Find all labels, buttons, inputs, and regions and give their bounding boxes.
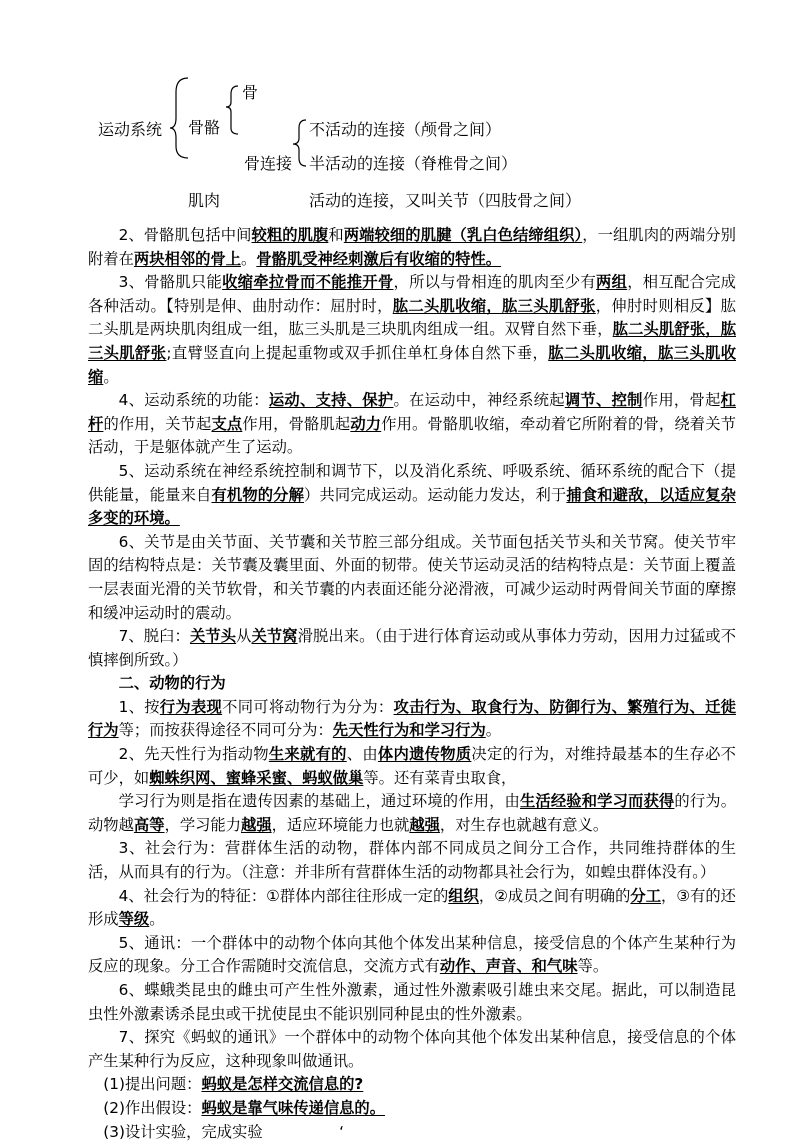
heading-text: 二、动物的行为 (118, 674, 226, 693)
key-term-underline (630, 887, 661, 905)
paragraph (88, 1121, 736, 1144)
skeleton-brace (226, 86, 238, 134)
key-term-underline (520, 792, 674, 810)
text-run: ，适应环境能力也就 (271, 815, 410, 834)
key-term: 肱二头肌舒张，肱三头肌舒张 (88, 320, 736, 362)
key-term: 肱二头肌收缩，肱三头肌收缩 (88, 343, 736, 386)
key-term: 杠杆 (88, 391, 736, 433)
text-run: ，②成员之间有明确的 (478, 886, 631, 905)
text-run: ，学习能力 (164, 815, 242, 834)
key-term: 动作、声音、和气味 (439, 957, 578, 976)
text-run: ，伸肘时则相反】肱二头肌是两块肌肉组成一组，肱三头肌是三块肌肉组成一组。双臂自然下垂， (88, 296, 736, 339)
text-run: 3、骨骼肌只能 (118, 273, 223, 292)
text-run: 不同可将动物行为分为： (222, 697, 394, 716)
key-term-underline (393, 297, 596, 315)
brace-lines (0, 0, 794, 220)
key-term: 两端较细的肌腱（乳白色结缔组织） (343, 226, 583, 244)
text-run: 。 (241, 249, 257, 268)
label-movable-connection: 活动的连接，又叫关节（四肢骨之间） (309, 191, 582, 210)
key-term: 蚂蚁是怎样交流信息的? (201, 1075, 364, 1094)
text-run: 。在运动中，神经系统起 (393, 391, 565, 410)
text-run: (1)提出问题： (103, 1075, 202, 1094)
text-run: ①群体内部往往形成一定的 (266, 886, 449, 905)
text-run: ，所以与骨相连的肌肉至少有 (393, 273, 597, 292)
text-run: 作用，骨骼肌起 (242, 414, 351, 433)
section-heading (88, 672, 736, 696)
key-term: 越强 (409, 815, 440, 834)
text-run: (2)作出假设： (103, 1098, 202, 1117)
key-term-underline (251, 226, 328, 244)
key-term-underline (201, 1075, 363, 1093)
key-term: 动力 (350, 414, 382, 433)
key-term: 蚂蚁是靠气味传递信息的。 (201, 1098, 386, 1117)
text-run: 3、社会行为：营群体生活的动物，群体内部不同成员之间分工合作，共同维持群体的生活，从而具有的行为。（注意：并非所有营群体生活的动物都具社会行为，如蝗虫群体没有。） (88, 839, 736, 882)
key-term: 关节窝 (251, 627, 298, 646)
text-run: 。 (485, 721, 502, 740)
key-term-underline (119, 910, 150, 928)
key-term-underline (378, 745, 471, 763)
paragraph (88, 271, 736, 389)
paragraph (88, 1073, 736, 1097)
label-bone-connection: 骨连接 (244, 154, 293, 173)
text-run: ，对生存也就越有意义。 (439, 815, 609, 834)
key-term-underline (211, 415, 242, 433)
text-run: 等；而按获得途径不同可分为： (118, 721, 333, 740)
text-run: 4、社会行为的特征： (118, 886, 267, 905)
text-run: 5、通讯：一个群体中的动物个体向其他个体发出某种信息，接受信息的个体产生某种行为反应的现象。分工合作需随时交流信息，交流方式有 (88, 933, 736, 976)
label-skeleton: 骨骼 (188, 118, 221, 137)
text-run: 1、按 (118, 697, 160, 716)
key-term-underline (160, 698, 222, 716)
key-term-underline (596, 273, 627, 291)
key-term-underline (269, 391, 394, 409)
paragraph (88, 389, 736, 460)
key-term: 体内遗传物质 (377, 745, 472, 764)
text-run: ，③有的还形成 (88, 886, 736, 929)
text-run: 学习行为则是指在遗传因素的基础上，通过环境的作用，由 (118, 792, 520, 811)
key-term: 先天性行为和学习行为 (332, 721, 486, 740)
paragraph (88, 979, 736, 1026)
paragraph (88, 1026, 736, 1073)
notes-body (88, 224, 736, 1144)
key-term-underline (211, 486, 304, 504)
text-run: 作用。骨骼肌收缩，牵动着它所附着的骨，绕着关节活动，于是躯体就产生了运动。 (88, 414, 736, 457)
motion-system-diagram (0, 0, 794, 220)
key-term-underline (565, 391, 643, 409)
text-run: ）共同完成运动。运动能力发达，利于 (304, 485, 567, 504)
paragraph (88, 625, 736, 672)
paragraph (88, 460, 736, 531)
text-run: 7、探究《蚂蚁的通讯》一个群体中的动物个体向其他个体发出某种信息，接受信息的个体产生某种行为反应，这种现象叫做通讯。 (88, 1028, 736, 1070)
key-term-underline (256, 250, 501, 268)
paragraph (88, 932, 736, 979)
key-term: 肱二头肌收缩，肱三头肌舒张 (392, 296, 596, 315)
key-term-underline (134, 250, 241, 268)
text-run: 4、运动系统的功能： (118, 391, 269, 410)
paragraph (88, 224, 736, 271)
text-run: 等。 (577, 957, 609, 976)
key-term-underline (448, 887, 479, 905)
paragraph (88, 790, 736, 837)
paragraph (88, 743, 736, 790)
key-term-underline (149, 769, 363, 787)
key-term-underline (409, 816, 440, 834)
paragraph (88, 837, 736, 884)
key-term-underline (241, 816, 272, 834)
key-term: 收缩牵拉骨而不能推开骨 (222, 273, 394, 292)
key-term: 等级 (118, 910, 150, 929)
label-bone: 骨 (242, 83, 259, 102)
text-run: 的作用，关节起 (103, 414, 212, 433)
key-term-underline (252, 627, 298, 645)
root-brace (170, 78, 188, 158)
label-muscle: 肌肉 (188, 191, 221, 210)
key-term: 较粗的肌腹 (251, 226, 329, 244)
key-term: 有机物的分解 (211, 485, 305, 504)
key-term: 两块相邻的骨上 (133, 249, 241, 268)
key-term-underline (134, 816, 165, 834)
text-run: 5、运动系统在神经系统控制和调节下，以及消化系统、呼吸系统、循环系统的配合下（提供能量，能量来自 (88, 461, 736, 504)
text-run: 滑脱出来。（由于进行体育运动或从事体力劳动，因用力过猛或不慎摔倒所致。） (88, 627, 736, 669)
key-term: 组织 (448, 886, 479, 905)
text-run: 。 (149, 910, 165, 929)
text-run: 6、蝶蛾类昆虫的雌虫可产生性外激素，通过性外激素吸引雄虫来交尾。据此，可以制造昆虫性外激素诱杀昆虫或干扰使昆虫不能识别同种昆虫的性外激素。 (88, 981, 736, 1023)
key-term: 生来就有的 (268, 745, 347, 764)
key-term-underline (333, 721, 486, 739)
key-term: 高等 (133, 815, 165, 834)
text-run: (3)设计实验，完成实验 ‘ (103, 1122, 344, 1141)
text-run: ，一组肌肉的两端分别附着在 (88, 226, 736, 268)
key-term-underline (350, 415, 381, 433)
key-term: 支点 (211, 414, 243, 433)
joint-brace (293, 120, 306, 166)
text-run: 从 (236, 627, 252, 646)
key-term-underline (222, 273, 393, 291)
text-run: 和 (328, 226, 344, 244)
key-term-underline (269, 745, 347, 763)
label-semi-movable-connection: 半活动的连接（脊椎骨之间） (309, 154, 518, 173)
key-term: 骨骼肌受神经刺激后有收缩的特性。 (256, 249, 502, 268)
paragraph (88, 1097, 736, 1121)
text-run: 7、脱臼： (118, 627, 190, 646)
paragraph (88, 531, 736, 625)
key-term-underline (440, 957, 578, 975)
key-term: 调节、控制 (564, 391, 643, 410)
text-run: ;直臂竖直向上提起重物或双手抓住单杠身体自然下垂， (166, 343, 549, 362)
text-run: 作用，骨起 (642, 391, 721, 410)
text-run: ，相互配合完成各种活动。【特别是伸、曲肘动作：屈肘时， (88, 273, 736, 315)
paragraph (88, 885, 736, 932)
key-term: 攻击行为、取食行为、防御行为、繁殖行为、迁徙行为 (88, 697, 736, 740)
label-immovable-connection: 不活动的连接（颅骨之间） (309, 120, 502, 139)
key-term: 运动、支持、保护 (268, 391, 394, 410)
key-term-underline (201, 1099, 385, 1117)
key-term: 分工 (630, 886, 662, 905)
text-run: 。 (103, 367, 119, 386)
key-term: 越强 (241, 815, 272, 834)
text-run: 、由 (346, 745, 378, 764)
text-run: 等。还有菜青虫取食， (363, 768, 517, 787)
paragraph (88, 696, 736, 743)
text-run: 2、先天性行为指动物 (118, 745, 269, 764)
label-motion-system: 运动系统 (98, 120, 163, 139)
text-run: 决定的行为，对维持最基本的生存必不可少，如 (88, 745, 736, 787)
text-run: 6、关节是由关节面、关节囊和关节腔三部分组成。关节面包括关节头和关节窝。使关节牢固的结构特点是：关节囊及囊里面、外面的韧带。使关节运动灵活的结构特点是：关节面上覆盖一层表面光滑的关节软骨，和关节囊的内表面还能分泌滑液，可减少运动时两骨间关节面的摩擦和缓冲运动时的震动。 (88, 532, 736, 622)
key-term: 生活经验和学习而获得 (519, 792, 675, 811)
key-term: 关节头 (189, 627, 237, 646)
key-term: 蜘蛛织网、蜜蜂采蜜、蚂蚁做巢 (149, 768, 364, 787)
text-run: 的行为。动物越 (88, 792, 736, 834)
text-run: 2、骨骼肌包括中间 (118, 226, 252, 244)
key-term-underline (190, 627, 236, 645)
key-term-underline (344, 226, 582, 244)
key-term: 两组 (596, 273, 628, 292)
key-term: 行为表现 (159, 697, 223, 716)
key-term: 捕食和避敌，以适应复杂多变的环境。 (88, 485, 736, 528)
